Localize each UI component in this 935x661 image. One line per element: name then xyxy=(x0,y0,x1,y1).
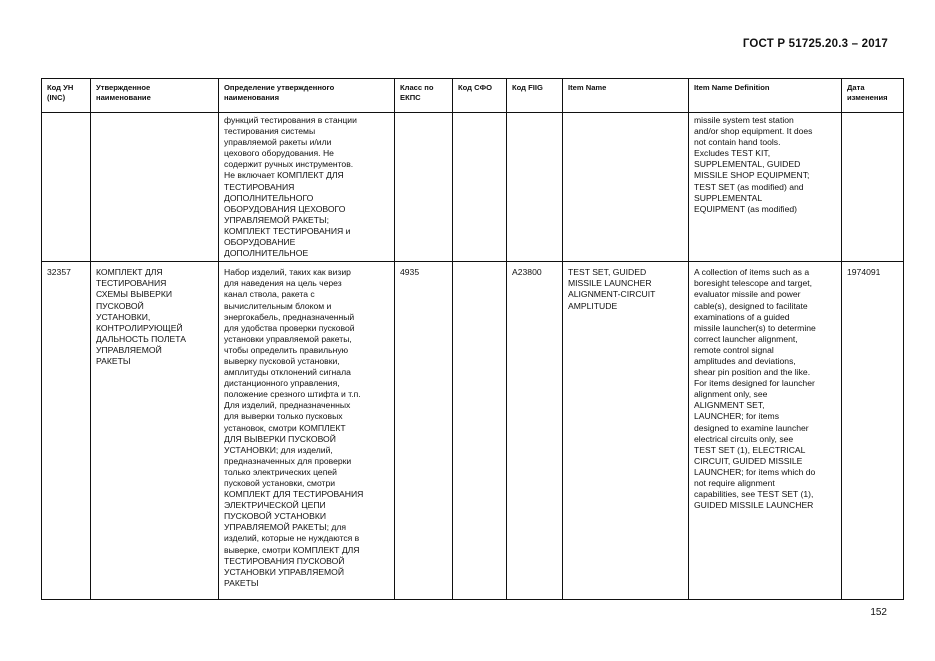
page-number: 152 xyxy=(870,607,887,618)
cell-approved-name: КОМПЛЕКТ ДЛЯ ТЕСТИРОВАНИЯ СХЕМЫ ВЫВЕРКИ ПУСКОВОЙ УСТАНОВКИ, КОНТРОЛИРУЮЩЕЙ ДАЛЬНОСТЬ ПОЛЕТА УПРАВЛЯЕМОЙ РАКЕТЫ xyxy=(91,262,219,600)
header-definition: Определение утвержденного наименования xyxy=(219,79,395,113)
table-header-row xyxy=(42,79,904,113)
header-fiig-code: Код FIIG xyxy=(507,79,563,113)
cell-sfo-code xyxy=(453,113,507,262)
item-name-table xyxy=(41,78,904,600)
cell-ekps-class xyxy=(395,113,453,262)
table-row xyxy=(42,113,904,262)
cell-definition: Набор изделий, таких как визир для наведения на цель через канал ствола, ракета с вычислительным блоком и энергокабель, предназначенный для удобства проверки пусковой установки управляемой ракеты, чтобы определить правильную выверку пусковой установки, амплитуды отклонений сигнала дистанционного управления, положение срезного штифта и т.п. Для изделий, предназначенных для выверки только пусковых установок, смотри КОМПЛЕКТ ДЛЯ ВЫВЕРКИ ПУСКОВОЙ УСТАНОВКИ; для изделий, предназначенных для проверки только электрических цепей пусковой установки, смотри КОМПЛЕКТ ДЛЯ ТЕСТИРОВАНИЯ ЭЛЕКТРИЧЕСКОЙ ЦЕПИ ПУСКОВОЙ УСТАНОВКИ УПРАВЛЯЕМОЙ РАКЕТЫ; для изделий, которые не нуждаются в выверке, смотри КОМПЛЕКТ ДЛЯ ТЕСТИРОВАНИЯ ПУСКОВОЙ УСТАНОВКИ УПРАВЛЯЕМОЙ РАКЕТЫ xyxy=(219,262,395,600)
header-sfo-code: Код СФО xyxy=(453,79,507,113)
header-ekps-class: Класс по ЕКПС xyxy=(395,79,453,113)
table-row xyxy=(42,262,904,600)
cell-inc xyxy=(42,113,91,262)
cell-definition: функций тестирования в станции тестирования системы управляемой ракеты и/или цехового оборудования. Не содержит ручных инструментов. Не включает КОМПЛЕКТ ДЛЯ ТЕСТИРОВАНИЯ ДОПОЛНИТЕЛЬНОГО ОБОРУДОВАНИЯ ЦЕХОВОГО УПРАВЛЯЕМОЙ РАКЕТЫ; КОМПЛЕКТ ТЕСТИРОВАНИЯ и ОБОРУДОВАНИЕ ДОПОЛНИТЕЛЬНОЕ xyxy=(219,113,395,262)
cell-item-name-definition: missile system test station and/or shop equipment. It does not contain hand tools. Excludes TEST KIT, SUPPLEMENTAL, GUIDED MISSILE SHOP EQUIPMENT; TEST SET (as modified) and SUPPLEMENTAL EQUIPMENT (as modified) xyxy=(689,113,842,262)
cell-approved-name xyxy=(91,113,219,262)
cell-fiig-code: A23800 xyxy=(507,262,563,600)
document-standard-code: ГОСТ Р 51725.20.3 – 2017 xyxy=(742,38,888,50)
header-item-name-definition: Item Name Definition xyxy=(689,79,842,113)
header-change-date: Дата изменения xyxy=(842,79,904,113)
header-item-name: Item Name xyxy=(563,79,689,113)
cell-ekps-class: 4935 xyxy=(395,262,453,600)
cell-sfo-code xyxy=(453,262,507,600)
cell-item-name: TEST SET, GUIDED MISSILE LAUNCHER ALIGNMENT-CIRCUIT AMPLITUDE xyxy=(563,262,689,600)
cell-item-name-definition: A collection of items such as a boresight telescope and target, evaluator missile and power cable(s), designed to facilitate examinations of a guided missile launcher(s) to determine correct launcher alignment, remote control signal amplitudes and deviations, shear pin position and the like. For items designed for launcher alignment only, see ALIGNMENT SET, LAUNCHER; for items designed to examine launcher electrical circuits only, see TEST SET (1), ELECTRICAL CIRCUIT, GUIDED MISSILE LAUNCHER; for items which do not require alignment capabilities, see TEST SET (1), GUIDED MISSILE LAUNCHER xyxy=(689,262,842,600)
cell-change-date: 1974091 xyxy=(842,262,904,600)
cell-change-date xyxy=(842,113,904,262)
cell-item-name xyxy=(563,113,689,262)
cell-inc: 32357 xyxy=(42,262,91,600)
header-approved-name: Утвержденное наименование xyxy=(91,79,219,113)
cell-fiig-code xyxy=(507,113,563,262)
header-inc: Код УН (INC) xyxy=(42,79,91,113)
